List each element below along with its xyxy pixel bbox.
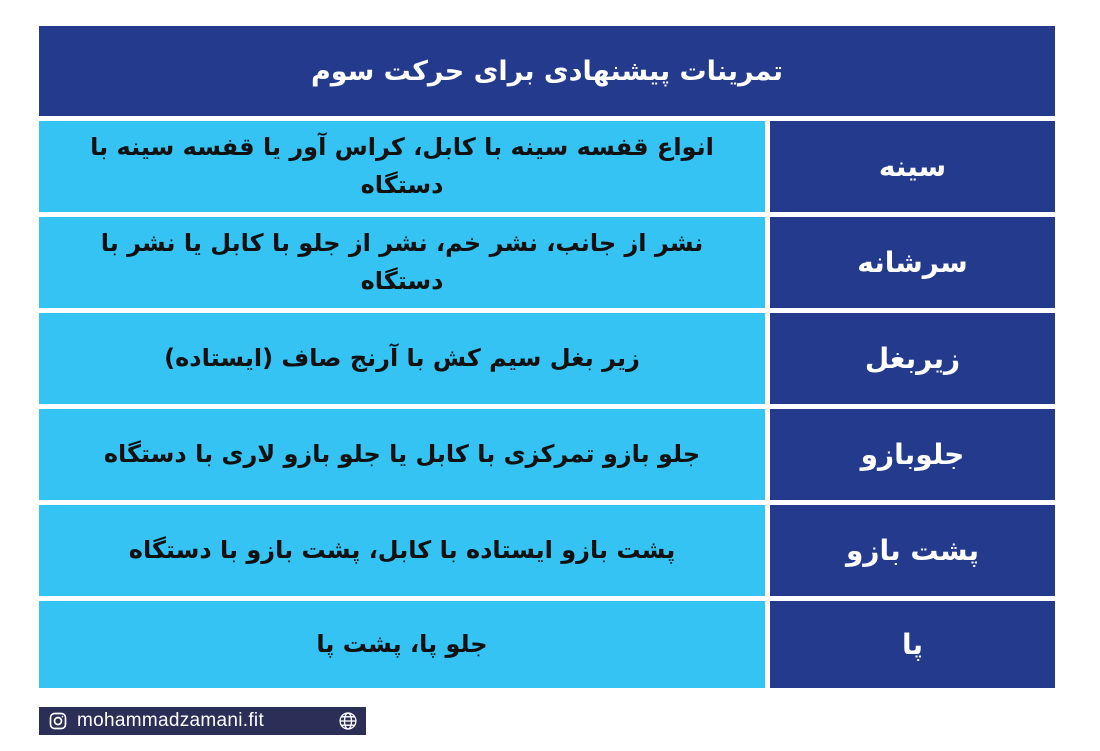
table-row [39, 121, 1055, 212]
table-row [39, 601, 1055, 692]
table-row [39, 217, 1055, 308]
row-exercises: نشر از جانب، نشر خم، نشر از جلو با کابل یا نشر با دستگاه [39, 217, 765, 308]
instagram-icon [48, 711, 68, 731]
row-exercises: پشت بازو ایستاده با کابل، پشت بازو با دستگاه [39, 505, 765, 596]
table-row [39, 505, 1055, 596]
globe-icon [338, 711, 358, 731]
row-muscle-label: پشت بازو [770, 505, 1055, 596]
row-exercises: جلو پا، پشت پا [39, 601, 765, 688]
table-row [39, 409, 1055, 500]
footer-social-tag[interactable] [39, 707, 366, 735]
row-muscle-label: جلوبازو [770, 409, 1055, 500]
table-row [39, 313, 1055, 404]
footer-handle[interactable]: mohammadzamani.fit [77, 710, 265, 731]
row-exercises: جلو بازو تمرکزی با کابل یا جلو بازو لاری با دستگاه [39, 409, 765, 500]
row-muscle-label: سینه [770, 121, 1055, 212]
row-muscle-label: سرشانه [770, 217, 1055, 308]
table-title-text: تمرینات پیشنهادی برای حرکت سوم [310, 55, 784, 87]
table-title [39, 26, 1055, 116]
row-muscle-label: زیربغل [770, 313, 1055, 404]
row-exercises: انواع قفسه سینه با کابل، کراس آور یا قفسه سینه با دستگاه [39, 121, 765, 212]
row-exercises: زیر بغل سیم کش با آرنج صاف (ایستاده) [39, 313, 765, 404]
exercise-table [39, 26, 1055, 688]
row-muscle-label: پا [770, 601, 1055, 688]
